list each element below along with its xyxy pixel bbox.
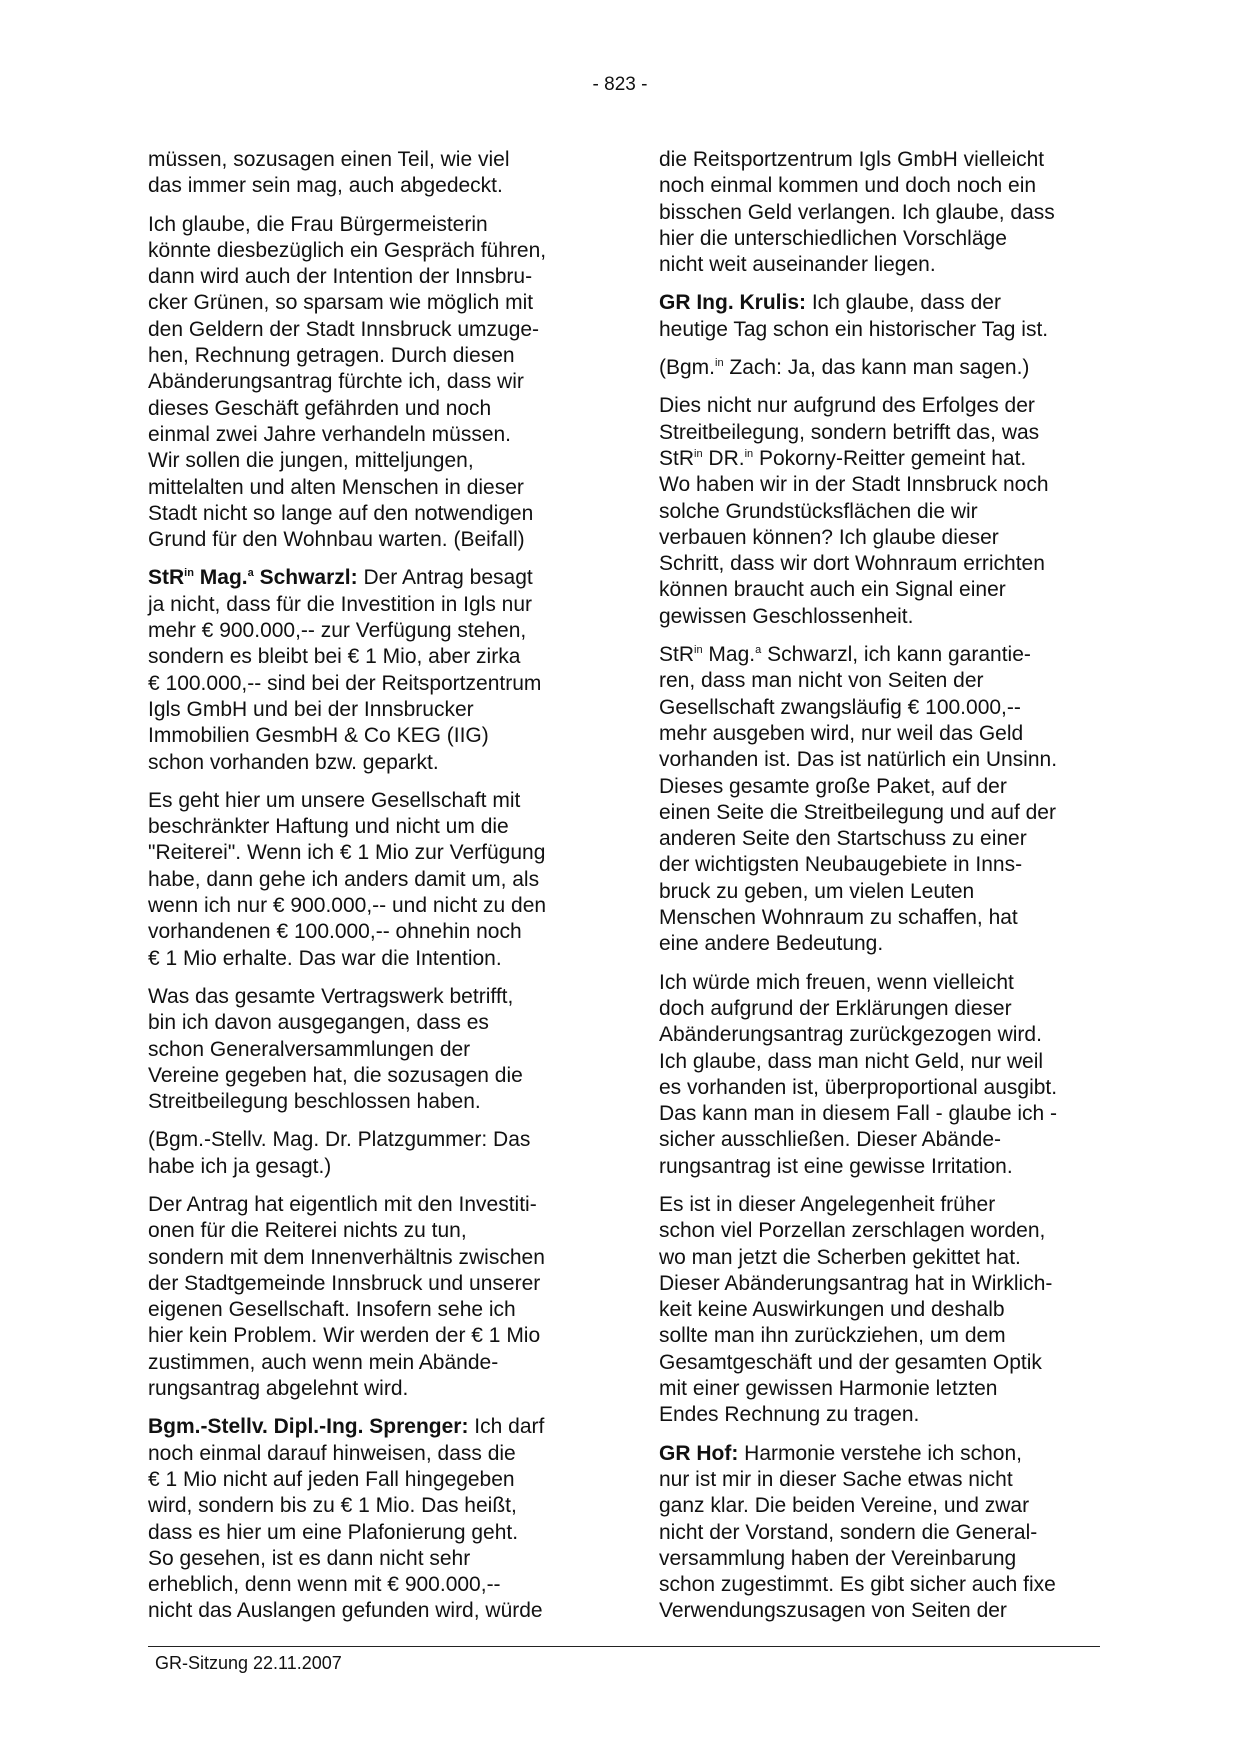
footer-session-date: GR-Sitzung 22.11.2007 (155, 1653, 342, 1673)
speaker-name: Bgm.-Stellv. Dipl.-Ing. Sprenger: (148, 1415, 469, 1439)
paragraph: müssen, sozusagen einen Teil, wie viel das immer sein mag, auch abgedeckt. (148, 148, 510, 198)
left-column (148, 147, 588, 1637)
paragraph: Ich würde mich freuen, wenn vielleicht doch aufgrund der Erklärungen dieser Abänderungsantrag zurückgezogen wird. Ich glaube, dass man nicht Geld, nur weil es vorhanden ist, überproportional ausgibt. Das kann man in diesem Fall - glaube ich - sicher ausschließen. Dieser Abände- rungsantrag ist eine gewisse Irritation. (659, 970, 1058, 1178)
interjection: (Bgm.$^{in}$ Zach: Ja, das kann man sagen.) (659, 356, 1030, 380)
paragraph: StR$^{in}$ Mag.$^a$ Schwarzl, ich kann garantie- ren, dass man nicht von Seiten der Gesellschaft zwangsläufig € 100.000,-- mehr ausgeben wird, nur weil das Geld vorhanden ist. Das ist natürlich ein Unsinn. Dieses gesamte große Paket, auf der einen Seite die Streitbeilegung und auf der anderen Seite den Startschuss zu einer der wichtigsten Neubaugebiete in Inns- bruck zu geben, um vielen Leuten Menschen Wohnraum zu schaffen, hat eine andere Bedeutung. (659, 643, 1058, 956)
speech-text: Der Antrag besagt ja nicht, dass für die Investition in Igls nur mehr € 900.000,-- zur Verfügung stehen, sondern es bleibt bei € 1 Mio, aber zirka € 100.000,-- sind bei der Reitsportzentrum Igls GmbH und bei der Innsbrucker Immobilien GesmbH & Co KEG (IIG) schon vorhanden bzw. geparkt. (148, 566, 542, 774)
paragraph: Es geht hier um unsere Gesellschaft mit beschränkter Haftung und nicht um die "Reiterei". Wenn ich € 1 Mio zur Verfügung habe, dann gehe ich anders damit um, als wenn ich nur € 900.000,-- und nicht zu den vorhandenen € 100.000,-- ohnehin noch € 1 Mio erhalte. Das war die Intention. (148, 788, 547, 970)
speech-text: Ich darf noch einmal darauf hinweisen, dass die € 1 Mio nicht auf jeden Fall hingegeben wird, sondern bis zu € 1 Mio. Das heißt, dass es hier um eine Plafonierung geht. So gesehen, ist es dann nicht sehr erheblich, denn wenn mit € 900.000,-- nicht das Auslangen gefunden wird, würde (148, 1415, 545, 1623)
paragraph: Ich glaube, die Frau Bürgermeisterin könnte diesbezüglich ein Gespräch führen, dann wird auch der Intention der Innsbru- cker Grünen, so sparsam wie möglich mit den Geldern der Stadt Innsbruck umzuge- hen, Rechnung getragen. Durch diesen Abänderungsantrag fürchte ich, dass wir dieses Geschäft gefährden und noch einmal zwei Jahre verhandeln müssen. Wir sollen die jungen, mitteljungen, mittelalten und alten Menschen in dieser Stadt nicht so lange auf den notwendigen Grund für den Wohnbau warten. (Beifall) (148, 212, 547, 552)
speech-paragraph (148, 1414, 588, 1624)
paragraph: Es ist in dieser Angelegenheit früher schon viel Porzellan zerschlagen worden, wo man jetzt die Scherben gekittet hat. Dieser Abänderungsantrag hat in Wirklich- keit keine Auswirkungen und deshalb sollte man ihn zurückziehen, um dem Gesamtgeschäft und der gesamten Optik mit einer gewissen Harmonie letzten Endes Rechnung zu tragen. (659, 1192, 1053, 1427)
interjection: (Bgm.-Stellv. Mag. Dr. Platzgummer: Das habe ich ja gesagt.) (148, 1128, 531, 1178)
speech-paragraph (148, 565, 588, 775)
speech-text: Ich glaube, dass der heutige Tag schon ein historischer Tag ist. (659, 291, 1049, 341)
speech-text: Harmonie verstehe ich schon, nur ist mir in dieser Sache etwas nicht ganz klar. Die beiden Vereine, und zwar nicht der Vorstand, sondern die General- versammlung haben der Vereinbarung schon zugestimmt. Es gibt sicher auch fixe Verwendungszusagen von Seiten der (659, 1441, 1056, 1623)
paragraph: Der Antrag hat eigentlich mit den Investiti- onen für die Reiterei nichts zu tun, sondern mit dem Innenverhältnis zwischen der Stadtgemeinde Innsbruck und unserer eigenen Gesellschaft. Insofern sehe ich hier kein Problem. Wir werden der € 1 Mio zustimmen, auch wenn mein Abände- rungsantrag abgelehnt wird. (148, 1192, 545, 1401)
speaker-name: GR Ing. Krulis: (659, 291, 806, 315)
paragraph: Dies nicht nur aufgrund des Erfolges der Streitbeilegung, sondern betrifft das, was StR$^{in}$ DR.$^{in}$ Pokorny-Reitter gemeint hat. Wo haben wir in der Stadt Innsbruck noch solche Grundstücksflächen die wir verbauen können? Ich glaube dieser Schritt, dass wir dort Wohnraum errichten können braucht auch ein Signal einer gewissen Geschlossenheit. (659, 394, 1049, 628)
page-number: - 823 - (592, 74, 648, 95)
right-column (659, 147, 1099, 1637)
footer-divider (148, 1646, 1100, 1647)
speech-paragraph (659, 1441, 1099, 1625)
paragraph: Was das gesamte Vertragswerk betrifft, bin ich davon ausgegangen, dass es schon Generalversammlungen der Vereine gegeben hat, die sozusagen die Streitbeilegung beschlossen haben. (148, 984, 523, 1114)
speech-paragraph (659, 290, 1099, 343)
speaker-name: GR Hof: (659, 1441, 739, 1465)
speaker-name: StR$^{in}$ Mag.$^a$ Schwarzl: (148, 566, 358, 590)
paragraph: die Reitsportzentrum Igls GmbH vielleicht noch einmal kommen und doch noch ein bisschen Geld verlangen. Ich glaube, dass hier die unterschiedlichen Vorschläge nicht weit auseinander liegen. (659, 148, 1055, 277)
